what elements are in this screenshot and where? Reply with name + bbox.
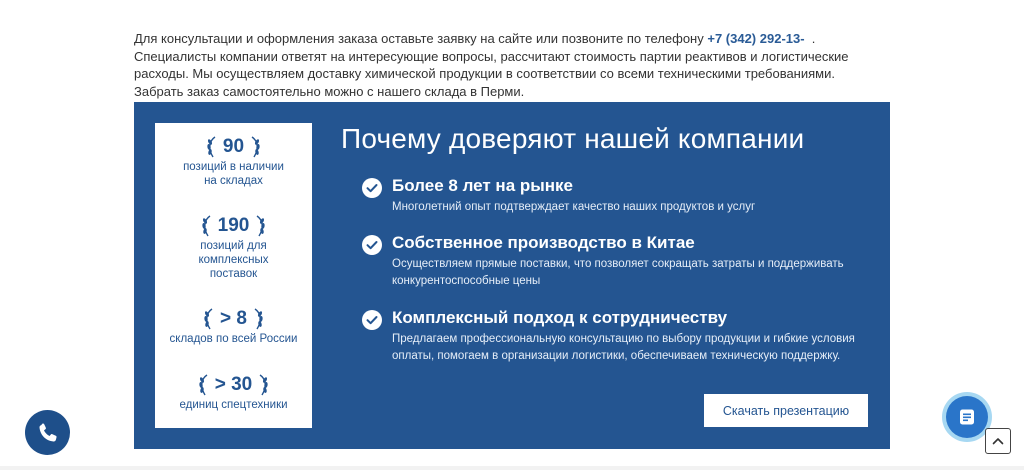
- phone-masked-digits: [805, 31, 812, 46]
- stat-label: единиц спецтехники: [179, 399, 288, 411]
- stat-item: [155, 307, 312, 346]
- chevron-up-icon: [991, 434, 1005, 448]
- call-button[interactable]: [25, 410, 70, 455]
- feature-title: Более 8 лет на рынке: [392, 176, 573, 195]
- chat-button[interactable]: [946, 396, 988, 438]
- feature-title: Собственное производство в Китае: [392, 233, 695, 252]
- laurel-right-icon: [255, 214, 266, 238]
- checkmark-icon: [362, 178, 382, 198]
- page-bottom-divider: [0, 466, 1024, 470]
- stat-value: > 30: [214, 374, 253, 395]
- chat-icon: [958, 408, 976, 426]
- stat-label: складов по всей России: [169, 333, 298, 345]
- phone-icon: [36, 421, 60, 445]
- scroll-to-top-button[interactable]: [985, 428, 1011, 454]
- feature-description: Осуществляем прямые поставки, что позволяет сокращать затраты и поддерживать конкурентоспособные цены: [392, 258, 844, 287]
- feature-description: Предлагаем профессиональную консультацию по выбору продукции и гибкие условия оплаты, помогаем в организации логистики, обеспечиваем техническую поддержку.: [392, 333, 855, 362]
- feature-title: Комплексный подход к сотрудничеству: [392, 308, 728, 327]
- laurel-left-icon: [198, 373, 209, 397]
- download-presentation-button[interactable]: Скачать презентацию: [704, 394, 868, 427]
- stat-item: [155, 135, 312, 188]
- stat-item: [155, 214, 312, 281]
- checkmark-icon: [362, 235, 382, 255]
- stat-label: позиций для комплексных поставок: [198, 240, 269, 280]
- stat-label: позиций в наличии на складах: [183, 161, 284, 187]
- intro-text-end: . Специалисты компании ответят на интересующие вопросы, рассчитают стоимость партии реактивов и логистические расходы. Мы осуществляем доставку химической продукции в соответствии со всеми техническими требованиями. Забрать заказ самостоятельно можно с нашего склада в Перми.: [134, 31, 849, 99]
- intro-paragraph: [134, 30, 874, 100]
- trust-panel: [134, 102, 890, 449]
- laurel-left-icon: [206, 135, 217, 159]
- laurel-left-icon: [203, 307, 214, 331]
- laurel-left-icon: [201, 214, 212, 238]
- laurel-right-icon: [250, 135, 261, 159]
- laurel-right-icon: [258, 373, 269, 397]
- phone-link[interactable]: +7 (342) 292-13-: [707, 31, 805, 46]
- stats-card: [155, 123, 312, 428]
- stat-value: > 8: [220, 308, 247, 329]
- checkmark-icon: [362, 310, 382, 330]
- feature-description: Многолетний опыт подтверждает качество наших продуктов и услуг: [392, 201, 756, 213]
- stat-item: [155, 373, 312, 412]
- stat-value: 90: [222, 136, 245, 157]
- section-heading: Почему доверяют нашей компании: [341, 123, 805, 154]
- stat-value: 190: [217, 215, 250, 236]
- intro-text-start: Для консультации и оформления заказа оставьте заявку на сайте или позвоните по телефону: [134, 31, 708, 46]
- laurel-right-icon: [253, 307, 264, 331]
